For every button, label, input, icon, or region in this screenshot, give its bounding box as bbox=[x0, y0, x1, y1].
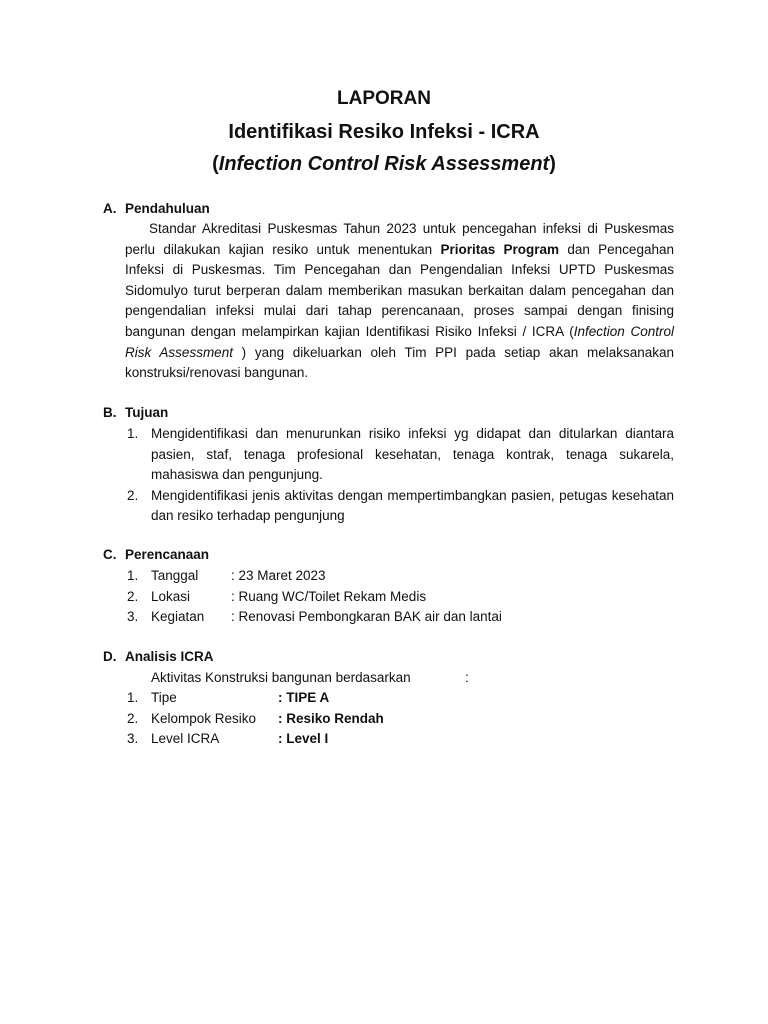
section-letter: D. bbox=[103, 649, 117, 664]
plan-key: Tanggal bbox=[151, 568, 199, 583]
list-number: 3. bbox=[127, 609, 139, 624]
tujuan-list bbox=[125, 424, 674, 527]
section-letter: A. bbox=[103, 201, 117, 216]
section-letter: C. bbox=[103, 547, 117, 562]
section-title: Analisis ICRA bbox=[125, 649, 214, 664]
icra-value: : Resiko Rendah bbox=[278, 711, 384, 726]
icra-value: : Level I bbox=[278, 731, 329, 746]
section-letter: B. bbox=[103, 405, 117, 420]
section-title: Perencanaan bbox=[125, 547, 210, 562]
paragraph-text-1: Standar Akreditasi Puskesmas Tahun 2023 untuk pencegahan infeksi di Puskesmas perlu dilakukan kajian resiko untuk menentukan bbox=[125, 221, 674, 257]
plan-key: Kegiatan bbox=[151, 609, 205, 624]
list-number: 2. bbox=[127, 589, 139, 604]
icra-key: Kelompok Resiko bbox=[151, 711, 257, 726]
list-number: 2. bbox=[127, 711, 139, 726]
intro-colon: : bbox=[465, 670, 469, 685]
section-title: Pendahuluan bbox=[125, 201, 210, 216]
plan-value: : 23 Maret 2023 bbox=[231, 568, 326, 583]
list-number: 1. bbox=[127, 426, 139, 441]
section-b-heading bbox=[103, 405, 168, 420]
paragraph-italic: Infection Control Risk Assessment bbox=[125, 323, 674, 360]
icra-intro bbox=[151, 668, 469, 689]
report-subtitle-english bbox=[0, 153, 768, 176]
section-a-heading bbox=[103, 201, 210, 216]
open-paren: ( bbox=[212, 153, 219, 175]
icra-key: Level ICRA bbox=[151, 731, 220, 746]
plan-value: : Renovasi Pembongkaran BAK air dan lantai bbox=[231, 609, 502, 624]
subtitle-italic: Infection Control Risk Assessment bbox=[218, 153, 550, 175]
paragraph-text-2: dan Pencegahan Infeksi di Puskesmas. Tim Pencegahan dan Pengendalian Infeksi UPTD Puskesmas Sidomulyo turut berperan dalam memberikan masukan berkaitan dalam pencegahan dan pengendalian infeksi mulai dari tahap perencanaan, proses sampai dengan finising bangunan dengan melampirkan kajian Identifikasi Risiko Infeksi / ICRA ( bbox=[125, 241, 674, 339]
list-text: Mengidentifikasi dan menurunkan risiko infeksi yg didapat dan ditularkan diantara pasien, staf, tenaga profesional kesehatan, tenaga kontrak, tenaga sukarela, mahasiswa dan pengunjung. bbox=[151, 426, 674, 483]
list-number: 3. bbox=[127, 731, 139, 746]
list-text: Mengidentifikasi jenis aktivitas dengan mempertimbangkan pasien, petugas kesehatan dan resiko terhadap pengunjung bbox=[151, 487, 674, 524]
paragraph-text-3: ) yang dikeluarkan oleh Tim PPI pada setiap akan melaksanakan konstruksi/renovasi bangunan. bbox=[125, 344, 675, 381]
section-title: Tujuan bbox=[125, 405, 169, 420]
paragraph-bold: Prioritas Program bbox=[440, 241, 560, 257]
report-title: LAPORAN bbox=[337, 88, 431, 109]
plan-key: Lokasi bbox=[151, 589, 191, 604]
section-d-heading bbox=[103, 649, 214, 664]
section-c-heading bbox=[103, 547, 209, 562]
list-number: 1. bbox=[127, 568, 139, 583]
list-number: 2. bbox=[127, 487, 139, 503]
report-subtitle: Identifikasi Resiko Infeksi - ICRA bbox=[228, 121, 540, 143]
icra-value: : TIPE A bbox=[278, 690, 330, 705]
intro-text: Aktivitas Konstruksi bangunan berdasarkan bbox=[151, 670, 411, 685]
plan-value: : Ruang WC/Toilet Rekam Medis bbox=[231, 589, 427, 604]
section-a-paragraph bbox=[125, 219, 674, 384]
close-paren: ) bbox=[549, 153, 556, 175]
list-item bbox=[125, 424, 674, 486]
list-number: 1. bbox=[127, 690, 139, 705]
icra-key: Tipe bbox=[151, 690, 177, 705]
list-item bbox=[125, 486, 674, 527]
